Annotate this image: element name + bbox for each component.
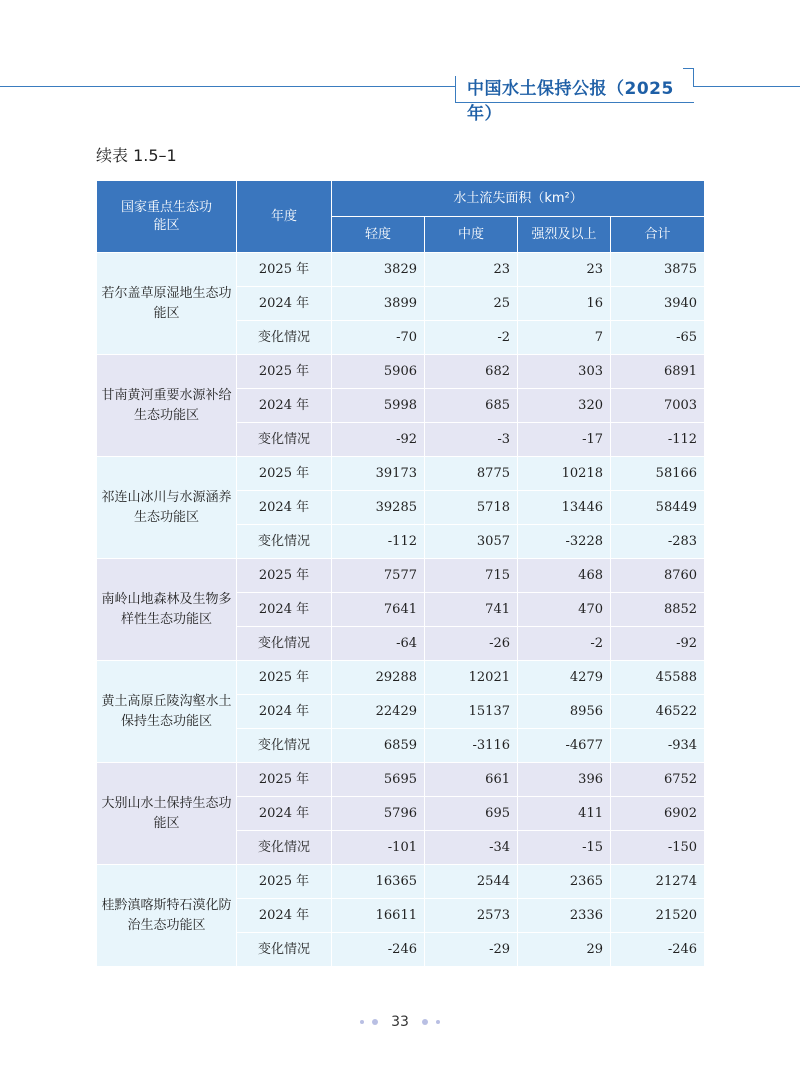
severe-value-cell: -4677 [518, 729, 611, 763]
table-row [97, 865, 705, 899]
moderate-value-cell: 23 [425, 253, 518, 287]
severe-value-cell: 396 [518, 763, 611, 797]
total-value-cell: -283 [611, 525, 705, 559]
year-cell: 2024 年 [237, 797, 332, 831]
total-value-cell: 46522 [611, 695, 705, 729]
moderate-value-cell: 3057 [425, 525, 518, 559]
severe-value-cell: 2365 [518, 865, 611, 899]
region-cell: 黄土高原丘陵沟壑水土保持生态功能区 [97, 661, 237, 763]
page-footer [0, 1011, 800, 1030]
total-value-cell: 8852 [611, 593, 705, 627]
light-value-cell: -101 [332, 831, 425, 865]
table-row [97, 661, 705, 695]
light-value-cell: 6859 [332, 729, 425, 763]
light-value-cell: 39173 [332, 457, 425, 491]
footer-dot-icon [372, 1019, 378, 1025]
severe-value-cell: 4279 [518, 661, 611, 695]
moderate-value-cell: 695 [425, 797, 518, 831]
region-cell: 若尔盖草原湿地生态功能区 [97, 253, 237, 355]
total-value-cell: 3875 [611, 253, 705, 287]
year-cell: 2024 年 [237, 899, 332, 933]
severe-value-cell: 468 [518, 559, 611, 593]
year-cell: 2025 年 [237, 763, 332, 797]
table-body [97, 253, 705, 967]
column-header-erosion-area: 水土流失面积（km²） [332, 181, 705, 217]
total-value-cell: 21274 [611, 865, 705, 899]
year-cell: 2024 年 [237, 695, 332, 729]
year-cell: 变化情况 [237, 933, 332, 967]
total-value-cell: 6891 [611, 355, 705, 389]
severe-value-cell: 8956 [518, 695, 611, 729]
moderate-value-cell: 685 [425, 389, 518, 423]
table-row [97, 457, 705, 491]
running-header-title: 中国水土保持公报（2025 年） [467, 79, 674, 124]
column-header-moderate: 中度 [425, 217, 518, 253]
column-header-severe: 强烈及以上 [518, 217, 611, 253]
severe-value-cell: 16 [518, 287, 611, 321]
total-value-cell: -65 [611, 321, 705, 355]
moderate-value-cell: -3 [425, 423, 518, 457]
moderate-value-cell: 682 [425, 355, 518, 389]
region-cell: 甘南黄河重要水源补给生态功能区 [97, 355, 237, 457]
light-value-cell: -70 [332, 321, 425, 355]
severe-value-cell: 10218 [518, 457, 611, 491]
region-cell: 大别山水土保持生态功能区 [97, 763, 237, 865]
year-cell: 2025 年 [237, 865, 332, 899]
year-cell: 2025 年 [237, 355, 332, 389]
light-value-cell: 3899 [332, 287, 425, 321]
severe-value-cell: -15 [518, 831, 611, 865]
moderate-value-cell: -2 [425, 321, 518, 355]
table-row [97, 763, 705, 797]
light-value-cell: 5796 [332, 797, 425, 831]
column-header-year: 年度 [237, 181, 332, 253]
light-value-cell: 5906 [332, 355, 425, 389]
light-value-cell: 7577 [332, 559, 425, 593]
footer-dot-icon [422, 1019, 428, 1025]
moderate-value-cell: 715 [425, 559, 518, 593]
table-caption: 续表 1.5–1 [96, 146, 177, 165]
total-value-cell: -92 [611, 627, 705, 661]
total-value-cell: -112 [611, 423, 705, 457]
table-row [97, 253, 705, 287]
year-cell: 2025 年 [237, 661, 332, 695]
year-cell: 变化情况 [237, 627, 332, 661]
year-cell: 变化情况 [237, 321, 332, 355]
light-value-cell: 16365 [332, 865, 425, 899]
severe-value-cell: 7 [518, 321, 611, 355]
total-value-cell: 58449 [611, 491, 705, 525]
total-value-cell: 8760 [611, 559, 705, 593]
total-value-cell: 6752 [611, 763, 705, 797]
table-row [97, 559, 705, 593]
moderate-value-cell: -29 [425, 933, 518, 967]
severe-value-cell: 320 [518, 389, 611, 423]
total-value-cell: 21520 [611, 899, 705, 933]
severe-value-cell: 23 [518, 253, 611, 287]
moderate-value-cell: -34 [425, 831, 518, 865]
moderate-value-cell: 8775 [425, 457, 518, 491]
year-cell: 变化情况 [237, 423, 332, 457]
year-cell: 变化情况 [237, 831, 332, 865]
total-value-cell: -246 [611, 933, 705, 967]
light-value-cell: 3829 [332, 253, 425, 287]
header-rule-left [0, 86, 455, 87]
moderate-value-cell: -3116 [425, 729, 518, 763]
year-cell: 变化情况 [237, 729, 332, 763]
total-value-cell: 3940 [611, 287, 705, 321]
year-cell: 2025 年 [237, 253, 332, 287]
moderate-value-cell: 25 [425, 287, 518, 321]
total-value-cell: -150 [611, 831, 705, 865]
severe-value-cell: -3228 [518, 525, 611, 559]
severe-value-cell: 13446 [518, 491, 611, 525]
light-value-cell: 16611 [332, 899, 425, 933]
moderate-value-cell: -26 [425, 627, 518, 661]
severe-value-cell: -17 [518, 423, 611, 457]
year-cell: 2025 年 [237, 457, 332, 491]
header-rule-right [693, 86, 800, 87]
region-cell: 南岭山地森林及生物多样性生态功能区 [97, 559, 237, 661]
footer-dot-icon [436, 1020, 440, 1024]
year-cell: 2024 年 [237, 389, 332, 423]
year-cell: 2025 年 [237, 559, 332, 593]
light-value-cell: -246 [332, 933, 425, 967]
year-cell: 2024 年 [237, 287, 332, 321]
column-header-total: 合计 [611, 217, 705, 253]
severe-value-cell: 2336 [518, 899, 611, 933]
footer-dot-icon [360, 1020, 364, 1024]
severe-value-cell: 29 [518, 933, 611, 967]
total-value-cell: -934 [611, 729, 705, 763]
light-value-cell: 22429 [332, 695, 425, 729]
moderate-value-cell: 2573 [425, 899, 518, 933]
total-value-cell: 45588 [611, 661, 705, 695]
severe-value-cell: 470 [518, 593, 611, 627]
year-cell: 变化情况 [237, 525, 332, 559]
moderate-value-cell: 12021 [425, 661, 518, 695]
column-header-light: 轻度 [332, 217, 425, 253]
total-value-cell: 6902 [611, 797, 705, 831]
light-value-cell: 5998 [332, 389, 425, 423]
severe-value-cell: 411 [518, 797, 611, 831]
region-cell: 祁连山冰川与水源涵养生态功能区 [97, 457, 237, 559]
severe-value-cell: -2 [518, 627, 611, 661]
light-value-cell: 7641 [332, 593, 425, 627]
light-value-cell: 29288 [332, 661, 425, 695]
page-number: 33 [391, 1013, 409, 1030]
severe-value-cell: 303 [518, 355, 611, 389]
moderate-value-cell: 2544 [425, 865, 518, 899]
light-value-cell: -112 [332, 525, 425, 559]
moderate-value-cell: 5718 [425, 491, 518, 525]
erosion-area-table [96, 180, 705, 967]
region-cell: 桂黔滇喀斯特石漠化防治生态功能区 [97, 865, 237, 967]
moderate-value-cell: 661 [425, 763, 518, 797]
light-value-cell: 5695 [332, 763, 425, 797]
moderate-value-cell: 15137 [425, 695, 518, 729]
light-value-cell: -64 [332, 627, 425, 661]
light-value-cell: -92 [332, 423, 425, 457]
table-row [97, 355, 705, 389]
total-value-cell: 7003 [611, 389, 705, 423]
year-cell: 2024 年 [237, 491, 332, 525]
light-value-cell: 39285 [332, 491, 425, 525]
column-header-region: 国家重点生态功能区 [97, 181, 237, 253]
year-cell: 2024 年 [237, 593, 332, 627]
total-value-cell: 58166 [611, 457, 705, 491]
moderate-value-cell: 741 [425, 593, 518, 627]
